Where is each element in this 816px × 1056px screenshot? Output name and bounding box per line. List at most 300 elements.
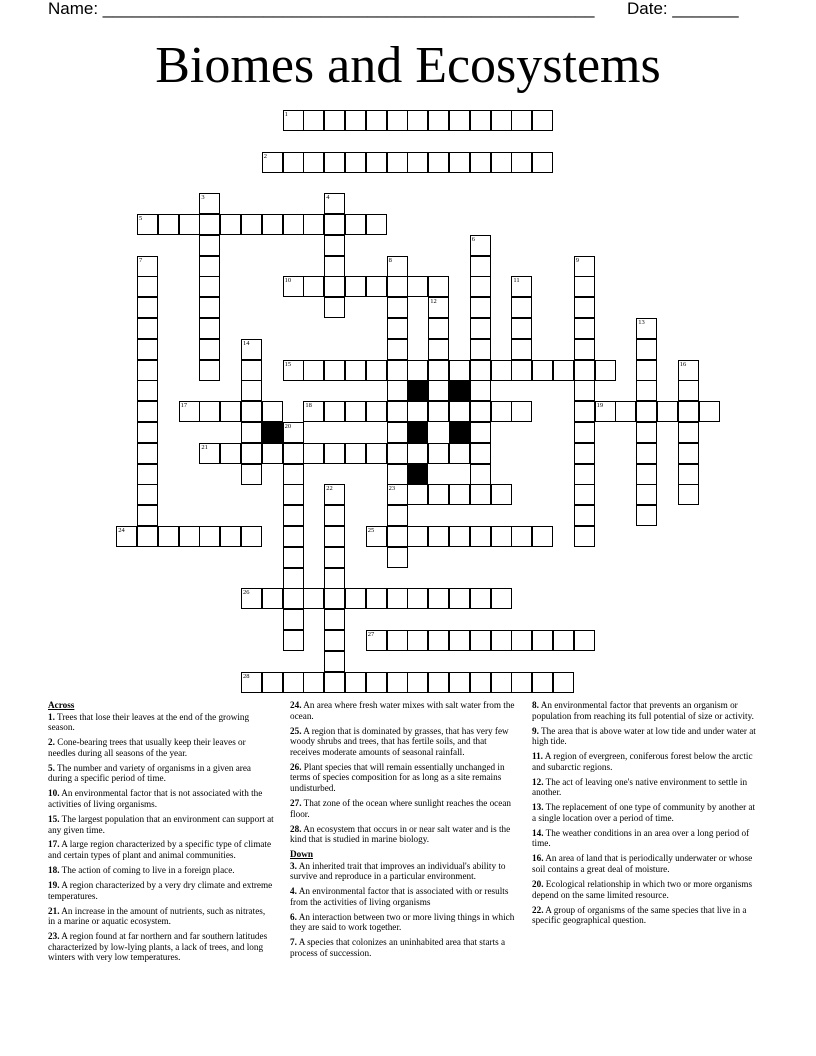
grid-cell[interactable] — [366, 276, 387, 297]
grid-cell[interactable] — [387, 484, 408, 505]
grid-cell[interactable] — [137, 380, 158, 401]
grid-cell[interactable] — [137, 339, 158, 360]
clue-item — [532, 828, 758, 849]
grid-cell[interactable] — [303, 443, 324, 464]
grid-cell[interactable] — [407, 152, 428, 173]
grid-cell[interactable] — [324, 256, 345, 277]
grid-cell[interactable] — [345, 152, 366, 173]
grid-cell[interactable] — [324, 110, 345, 131]
clue-number: 6. — [290, 911, 297, 922]
grid-cell[interactable] — [303, 110, 324, 131]
grid-cell[interactable] — [407, 276, 428, 297]
grid-cell[interactable] — [283, 464, 304, 485]
grid-cell[interactable] — [428, 110, 449, 131]
grid-cell[interactable] — [470, 152, 491, 173]
grid-cell[interactable] — [470, 630, 491, 651]
grid-cell[interactable] — [595, 401, 616, 422]
grid-cell[interactable] — [449, 443, 470, 464]
grid-cell[interactable] — [387, 339, 408, 360]
clue-column-1 — [48, 700, 274, 967]
grid-cell[interactable] — [262, 672, 283, 693]
grid-cell[interactable] — [574, 505, 595, 526]
grid-cell[interactable] — [366, 672, 387, 693]
grid-cell[interactable] — [470, 672, 491, 693]
grid-cell[interactable] — [657, 401, 678, 422]
clue-item — [290, 762, 516, 794]
grid-cell[interactable] — [241, 360, 262, 381]
grid-cell[interactable] — [199, 256, 220, 277]
grid-cell[interactable] — [199, 401, 220, 422]
grid-cell[interactable] — [283, 588, 304, 609]
grid-cell[interactable] — [387, 297, 408, 318]
grid-cell[interactable] — [324, 568, 345, 589]
name-field-label[interactable]: Name: ____________________________________________________ — [48, 0, 595, 18]
grid-cell[interactable] — [511, 110, 532, 131]
grid-cell[interactable] — [574, 380, 595, 401]
grid-cell[interactable] — [324, 401, 345, 422]
grid-cell[interactable] — [262, 214, 283, 235]
grid-cell[interactable] — [324, 484, 345, 505]
grid-cell[interactable] — [574, 256, 595, 277]
grid-cell[interactable] — [407, 484, 428, 505]
grid-cell[interactable] — [532, 360, 553, 381]
grid-cell[interactable] — [678, 464, 699, 485]
grid-cell[interactable] — [220, 401, 241, 422]
grid-cell[interactable] — [491, 401, 512, 422]
grid-cell[interactable] — [303, 360, 324, 381]
grid-cell[interactable] — [532, 152, 553, 173]
clue-text: Ecological relationship in which two or more organisms depend on the same limited resource. — [532, 879, 753, 900]
grid-cell[interactable] — [574, 276, 595, 297]
grid-cell[interactable] — [366, 214, 387, 235]
grid-cell[interactable] — [220, 214, 241, 235]
grid-cell[interactable] — [324, 235, 345, 256]
grid-cell[interactable] — [470, 588, 491, 609]
grid-cell[interactable] — [511, 276, 532, 297]
grid-cell[interactable] — [324, 609, 345, 630]
clue-item — [48, 788, 274, 809]
grid-cell[interactable] — [574, 401, 595, 422]
grid-cell[interactable] — [345, 588, 366, 609]
grid-cell[interactable] — [324, 547, 345, 568]
grid-cell[interactable] — [470, 526, 491, 547]
grid-cell[interactable] — [303, 672, 324, 693]
grid-cell[interactable] — [179, 401, 200, 422]
grid-cell[interactable] — [366, 152, 387, 173]
grid-cell[interactable] — [636, 401, 657, 422]
grid-cell[interactable] — [345, 110, 366, 131]
grid-cell[interactable] — [511, 152, 532, 173]
grid-cell[interactable] — [511, 339, 532, 360]
grid-cell[interactable] — [262, 443, 283, 464]
date-field-label[interactable]: Date: _______ — [627, 0, 739, 18]
grid-cell[interactable] — [491, 484, 512, 505]
grid-cell[interactable] — [407, 630, 428, 651]
grid-cell[interactable] — [387, 360, 408, 381]
grid-cell[interactable] — [699, 401, 720, 422]
grid-cell[interactable] — [511, 630, 532, 651]
grid-cell[interactable] — [636, 422, 657, 443]
grid-cell[interactable] — [470, 318, 491, 339]
grid-cell[interactable] — [387, 630, 408, 651]
grid-cell[interactable] — [283, 609, 304, 630]
grid-cell[interactable] — [345, 360, 366, 381]
grid-cell[interactable] — [345, 214, 366, 235]
grid-cell[interactable] — [553, 360, 574, 381]
grid-cell[interactable] — [636, 464, 657, 485]
grid-cell[interactable] — [574, 297, 595, 318]
grid-cell[interactable] — [511, 360, 532, 381]
clue-number: 25. — [290, 725, 302, 736]
grid-cell[interactable] — [158, 214, 179, 235]
grid-cell[interactable] — [324, 588, 345, 609]
grid-cell[interactable] — [449, 484, 470, 505]
grid-cell[interactable] — [324, 214, 345, 235]
grid-cell[interactable] — [199, 235, 220, 256]
grid-cell[interactable] — [303, 152, 324, 173]
grid-cell[interactable] — [137, 505, 158, 526]
grid-cell[interactable] — [137, 297, 158, 318]
grid-cell[interactable] — [470, 360, 491, 381]
grid-cell[interactable] — [303, 401, 324, 422]
grid-cell[interactable] — [345, 672, 366, 693]
grid-cell[interactable] — [428, 672, 449, 693]
grid-cell[interactable] — [574, 464, 595, 485]
grid-cell[interactable] — [470, 235, 491, 256]
grid-cell[interactable] — [470, 339, 491, 360]
cell-number: 16 — [679, 360, 687, 368]
grid-cell[interactable] — [283, 443, 304, 464]
grid-cell[interactable] — [470, 110, 491, 131]
grid-cell[interactable] — [303, 588, 324, 609]
grid-cell[interactable] — [428, 526, 449, 547]
grid-cell[interactable] — [324, 297, 345, 318]
grid-cell[interactable] — [303, 214, 324, 235]
grid-cell[interactable] — [574, 526, 595, 547]
grid-cell[interactable] — [137, 256, 158, 277]
grid-cell[interactable] — [491, 526, 512, 547]
clue-item — [48, 737, 274, 758]
grid-cell[interactable] — [283, 276, 304, 297]
grid-cell[interactable] — [137, 464, 158, 485]
grid-cell[interactable] — [283, 672, 304, 693]
grid-cell[interactable] — [283, 422, 304, 443]
grid-cell[interactable] — [324, 630, 345, 651]
grid-cell[interactable] — [137, 484, 158, 505]
grid-cell[interactable] — [449, 152, 470, 173]
clue-text: A region of evergreen, coniferous forest below the arctic and subarctic regions. — [532, 751, 753, 772]
cell-number: 17 — [180, 402, 188, 410]
grid-cell[interactable] — [387, 380, 408, 401]
grid-cell[interactable] — [428, 380, 449, 401]
grid-cell[interactable] — [387, 547, 408, 568]
clue-text: The number and variety of organisms in a given area during a specific period of time. — [48, 762, 252, 784]
grid-cell[interactable] — [262, 152, 283, 173]
grid-cell[interactable] — [366, 588, 387, 609]
grid-cell[interactable] — [283, 360, 304, 381]
grid-cell[interactable] — [574, 443, 595, 464]
grid-cell[interactable] — [532, 110, 553, 131]
grid-cell[interactable] — [262, 588, 283, 609]
grid-cell[interactable] — [366, 401, 387, 422]
grid-cell[interactable] — [324, 505, 345, 526]
grid-cell[interactable] — [636, 505, 657, 526]
grid-cell[interactable] — [116, 526, 137, 547]
grid-cell[interactable] — [199, 339, 220, 360]
grid-cell[interactable] — [428, 484, 449, 505]
grid-cell[interactable] — [470, 256, 491, 277]
grid-cell[interactable] — [387, 152, 408, 173]
grid-cell[interactable] — [595, 360, 616, 381]
clue-number: 4. — [290, 886, 297, 897]
grid-cell[interactable] — [283, 484, 304, 505]
grid-cell[interactable] — [491, 360, 512, 381]
grid-cell[interactable] — [449, 526, 470, 547]
grid-cell[interactable] — [636, 339, 657, 360]
clue-text: That zone of the ocean where sunlight reaches the ocean floor. — [290, 797, 512, 819]
clue-item — [290, 726, 516, 758]
grid-cell[interactable] — [387, 256, 408, 277]
grid-cell[interactable] — [241, 214, 262, 235]
grid-cell[interactable] — [449, 110, 470, 131]
grid-cell[interactable] — [428, 360, 449, 381]
grid-cell[interactable] — [407, 110, 428, 131]
grid-cell[interactable] — [470, 380, 491, 401]
grid-cell[interactable] — [199, 360, 220, 381]
grid-cell[interactable] — [532, 630, 553, 651]
grid-cell[interactable] — [574, 630, 595, 651]
clue-text: A region that is dominated by grasses, that has very few woody shrubs and trees, that has fertile soils, and that receives moderate amounts of seasonal rainfall. — [290, 725, 509, 757]
grid-cell[interactable] — [324, 193, 345, 214]
clue-number: 18. — [48, 865, 60, 876]
grid-cell[interactable] — [137, 276, 158, 297]
grid-cell[interactable] — [137, 422, 158, 443]
grid-cell[interactable] — [179, 526, 200, 547]
grid-cell[interactable] — [199, 276, 220, 297]
cell-number: 14 — [243, 339, 250, 347]
grid-cell[interactable] — [324, 360, 345, 381]
grid-cell[interactable] — [449, 588, 470, 609]
grid-cell[interactable] — [199, 318, 220, 339]
grid-cell[interactable] — [511, 318, 532, 339]
clue-item — [290, 937, 516, 958]
grid-cell[interactable] — [137, 318, 158, 339]
grid-cell[interactable] — [428, 588, 449, 609]
grid-cell[interactable] — [470, 401, 491, 422]
grid-cell[interactable] — [470, 422, 491, 443]
grid-cell[interactable] — [511, 297, 532, 318]
grid-cell[interactable] — [366, 526, 387, 547]
grid-cell[interactable] — [470, 297, 491, 318]
grid-cell[interactable] — [324, 651, 345, 672]
grid-cell[interactable] — [199, 193, 220, 214]
grid-cell[interactable] — [179, 214, 200, 235]
grid-cell[interactable] — [387, 422, 408, 443]
grid-cell[interactable] — [470, 464, 491, 485]
grid-cell[interactable] — [574, 318, 595, 339]
grid-cell[interactable] — [387, 464, 408, 485]
grid-cell[interactable] — [407, 443, 428, 464]
grid-cell[interactable] — [636, 360, 657, 381]
grid-cell[interactable] — [241, 401, 262, 422]
grid-cell[interactable] — [449, 672, 470, 693]
grid-cell[interactable] — [678, 443, 699, 464]
grid-block — [407, 380, 428, 401]
grid-cell[interactable] — [428, 630, 449, 651]
cell-number: 8 — [388, 256, 392, 264]
grid-cell[interactable] — [387, 443, 408, 464]
grid-cell[interactable] — [220, 443, 241, 464]
grid-cell[interactable] — [199, 443, 220, 464]
grid-cell[interactable] — [387, 588, 408, 609]
grid-cell[interactable] — [283, 505, 304, 526]
grid-cell[interactable] — [324, 276, 345, 297]
clue-text: The largest population that an environment can support at any given time. — [48, 813, 274, 835]
grid-cell[interactable] — [387, 276, 408, 297]
grid-cell[interactable] — [449, 630, 470, 651]
grid-cell[interactable] — [241, 380, 262, 401]
grid-cell[interactable] — [636, 380, 657, 401]
clue-number: 21. — [48, 905, 60, 916]
grid-cell[interactable] — [387, 318, 408, 339]
grid-cell[interactable] — [491, 630, 512, 651]
grid-cell[interactable] — [553, 630, 574, 651]
cell-number: 5 — [139, 215, 143, 222]
grid-cell[interactable] — [199, 526, 220, 547]
grid-cell[interactable] — [283, 152, 304, 173]
grid-cell[interactable] — [428, 339, 449, 360]
clue-text: Plant species that will remain essentially unchanged in terms of species composition for as long as a site remains undisturbed. — [290, 761, 505, 793]
grid-cell[interactable] — [428, 276, 449, 297]
grid-cell[interactable] — [553, 672, 574, 693]
grid-cell[interactable] — [387, 672, 408, 693]
clue-item — [532, 751, 758, 772]
grid-cell[interactable] — [345, 276, 366, 297]
cell-number: 22 — [326, 485, 333, 493]
grid-cell[interactable] — [158, 526, 179, 547]
grid-cell[interactable] — [407, 672, 428, 693]
grid-cell[interactable] — [428, 443, 449, 464]
grid-cell[interactable] — [241, 422, 262, 443]
grid-cell[interactable] — [428, 297, 449, 318]
clue-number: 12. — [532, 776, 544, 787]
grid-cell[interactable] — [303, 276, 324, 297]
grid-cell[interactable] — [366, 630, 387, 651]
grid-cell[interactable] — [678, 401, 699, 422]
grid-cell[interactable] — [449, 401, 470, 422]
grid-cell[interactable] — [532, 672, 553, 693]
grid-cell[interactable] — [428, 318, 449, 339]
grid-cell[interactable] — [636, 484, 657, 505]
grid-cell[interactable] — [491, 672, 512, 693]
grid-cell[interactable] — [511, 526, 532, 547]
grid-cell[interactable] — [137, 443, 158, 464]
grid-cell[interactable] — [678, 422, 699, 443]
grid-cell[interactable] — [283, 630, 304, 651]
grid-cell[interactable] — [636, 443, 657, 464]
grid-cell[interactable] — [407, 526, 428, 547]
grid-cell[interactable] — [324, 152, 345, 173]
grid-cell[interactable] — [137, 526, 158, 547]
grid-cell[interactable] — [137, 360, 158, 381]
grid-cell[interactable] — [678, 360, 699, 381]
grid-cell[interactable] — [428, 401, 449, 422]
grid-cell[interactable] — [678, 380, 699, 401]
grid-cell[interactable] — [241, 443, 262, 464]
clue-text: The act of leaving one's native environment to settle in another. — [532, 776, 748, 798]
grid-cell[interactable] — [407, 360, 428, 381]
grid-cell[interactable] — [220, 526, 241, 547]
clue-text: Trees that lose their leaves at the end of the growing season. — [48, 711, 250, 733]
clue-text: A large region characterized by a specific type of climate and certain types of plant and animal communities. — [48, 839, 272, 861]
grid-cell[interactable] — [387, 110, 408, 131]
clue-item — [290, 824, 516, 845]
grid-cell[interactable] — [137, 401, 158, 422]
grid-cell[interactable] — [324, 526, 345, 547]
grid-cell[interactable] — [241, 339, 262, 360]
grid-cell[interactable] — [511, 401, 532, 422]
grid-cell[interactable] — [574, 360, 595, 381]
grid-cell[interactable] — [491, 152, 512, 173]
grid-cell[interactable] — [470, 484, 491, 505]
grid-cell[interactable] — [470, 276, 491, 297]
cell-number: 19 — [596, 402, 604, 410]
grid-cell[interactable] — [345, 443, 366, 464]
grid-cell[interactable] — [262, 401, 283, 422]
grid-cell[interactable] — [387, 401, 408, 422]
grid-cell[interactable] — [574, 484, 595, 505]
grid-cell[interactable] — [449, 360, 470, 381]
grid-cell[interactable] — [387, 505, 408, 526]
grid-cell[interactable] — [366, 110, 387, 131]
grid-cell[interactable] — [241, 588, 262, 609]
grid-cell[interactable] — [615, 401, 636, 422]
grid-cell[interactable] — [678, 484, 699, 505]
grid-cell[interactable] — [283, 526, 304, 547]
grid-cell[interactable] — [387, 526, 408, 547]
grid-cell[interactable] — [324, 672, 345, 693]
grid-cell[interactable] — [491, 588, 512, 609]
grid-cell[interactable] — [407, 588, 428, 609]
grid-cell[interactable] — [283, 110, 304, 131]
grid-cell[interactable] — [137, 214, 158, 235]
grid-cell[interactable] — [428, 152, 449, 173]
grid-cell[interactable] — [574, 339, 595, 360]
grid-cell[interactable] — [241, 672, 262, 693]
grid-cell[interactable] — [199, 297, 220, 318]
grid-cell[interactable] — [407, 401, 428, 422]
grid-cell[interactable] — [636, 318, 657, 339]
grid-cell[interactable] — [241, 526, 262, 547]
grid-cell[interactable] — [366, 443, 387, 464]
grid-cell[interactable] — [532, 526, 553, 547]
grid-cell[interactable] — [574, 422, 595, 443]
grid-cell[interactable] — [283, 547, 304, 568]
grid-cell[interactable] — [324, 443, 345, 464]
grid-cell[interactable] — [283, 568, 304, 589]
grid-cell[interactable] — [491, 110, 512, 131]
grid-cell[interactable] — [345, 401, 366, 422]
grid-cell[interactable] — [199, 214, 220, 235]
grid-cell[interactable] — [366, 360, 387, 381]
clue-number: 2. — [48, 737, 55, 748]
grid-cell[interactable] — [511, 672, 532, 693]
grid-cell[interactable] — [283, 214, 304, 235]
grid-cell[interactable] — [470, 443, 491, 464]
clue-item — [532, 905, 758, 926]
clue-text: A region found at far northern and far southern latitudes characterized by low-lying plants, a lack of trees, and long winters with very low temperatures. — [48, 931, 268, 963]
grid-cell[interactable] — [241, 464, 262, 485]
